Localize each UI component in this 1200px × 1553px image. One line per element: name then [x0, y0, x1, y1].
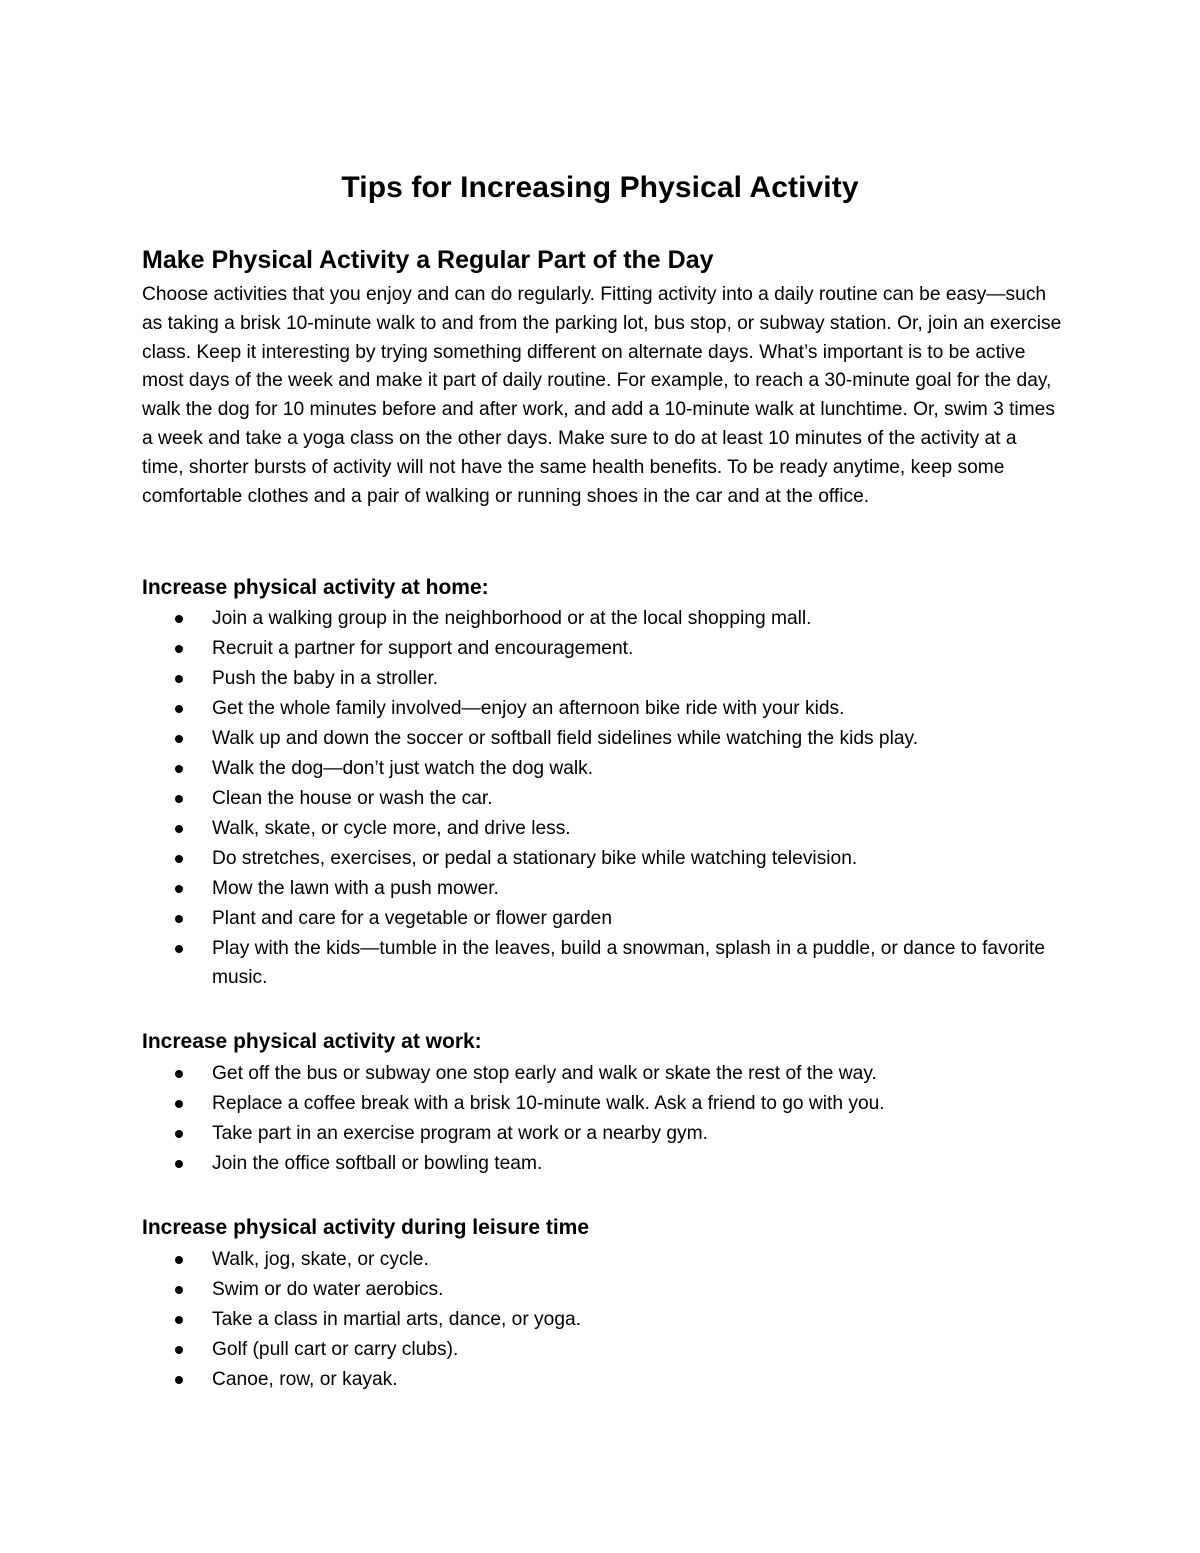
home-heading: Increase physical activity at home: — [142, 576, 489, 599]
leisure-heading: Increase physical activity during leisure time — [142, 1216, 590, 1239]
bullet-icon — [175, 735, 183, 743]
list-item: Golf (pull cart or carry clubs). — [142, 1335, 1062, 1365]
list-item: Join a walking group in the neighborhood or at the local shopping mall. — [142, 604, 1062, 634]
list-item: Get off the bus or subway one stop early and walk or skate the rest of the way. — [142, 1059, 1062, 1089]
bullet-icon — [175, 1376, 183, 1384]
bullet-icon — [175, 1160, 183, 1168]
list-item: Plant and care for a vegetable or flower garden — [142, 904, 1062, 934]
work-list — [142, 1059, 1062, 1179]
list-item: Play with the kids—tumble in the leaves, build a snowman, splash in a puddle, or dance to favorite music. — [142, 934, 1062, 992]
bullet-icon — [175, 855, 183, 863]
bullet-icon — [175, 1346, 183, 1354]
list-item: Take a class in martial arts, dance, or yoga. — [142, 1305, 1062, 1335]
section-heading: Make Physical Activity a Regular Part of the Day — [142, 246, 714, 274]
bullet-icon — [175, 885, 183, 893]
bullet-icon — [175, 675, 183, 683]
list-item: Replace a coffee break with a brisk 10-minute walk. Ask a friend to go with you. — [142, 1089, 1062, 1119]
bullet-icon — [175, 1316, 183, 1324]
bullet-icon — [175, 765, 183, 773]
list-item: Walk, jog, skate, or cycle. — [142, 1245, 1062, 1275]
list-item: Canoe, row, or kayak. — [142, 1365, 1062, 1395]
intro-paragraph: Choose activities that you enjoy and can do regularly. Fitting activity into a daily routine can be easy—such as taking a brisk 10-minute walk to and from the parking lot, bus stop, or subway station. Or, join an exercise class. Keep it interesting by trying something different on alternate days. What’s important is to be active most days of the week and make it part of daily routine. For example, to reach a 30-minute goal for the day, walk the dog for 10 minutes before and after work, and add a 10-minute walk at lunchtime. Or, swim 3 times a week and take a yoga class on the other days. Make sure to do at least 10 minutes of the activity at a time, shorter bursts of activity will not have the same health benefits. To be ready anytime, keep some comfortable clothes and a pair of walking or running shoes in the car and at the office. — [142, 284, 1062, 507]
bullet-icon — [175, 1256, 183, 1264]
list-item: Push the baby in a stroller. — [142, 664, 1062, 694]
bullet-icon — [175, 705, 183, 713]
document-title: Tips for Increasing Physical Activity — [341, 171, 859, 204]
leisure-list — [142, 1245, 1062, 1395]
bullet-icon — [175, 1130, 183, 1138]
home-list — [142, 604, 1062, 992]
list-item: Mow the lawn with a push mower. — [142, 874, 1062, 904]
bullet-icon — [175, 825, 183, 833]
list-item: Take part in an exercise program at work or a nearby gym. — [142, 1119, 1062, 1149]
list-item: Get the whole family involved—enjoy an afternoon bike ride with your kids. — [142, 694, 1062, 724]
list-item: Recruit a partner for support and encouragement. — [142, 634, 1062, 664]
bullet-icon — [175, 1070, 183, 1078]
bullet-icon — [175, 1286, 183, 1294]
bullet-icon — [175, 945, 183, 953]
list-item: Walk the dog—don’t just watch the dog walk. — [142, 754, 1062, 784]
list-item: Do stretches, exercises, or pedal a stationary bike while watching television. — [142, 844, 1062, 874]
list-item: Swim or do water aerobics. — [142, 1275, 1062, 1305]
list-item: Clean the house or wash the car. — [142, 784, 1062, 814]
bullet-icon — [175, 795, 183, 803]
bullet-icon — [175, 1100, 183, 1108]
bullet-icon — [175, 615, 183, 623]
list-item: Join the office softball or bowling team. — [142, 1149, 1062, 1179]
bullet-icon — [175, 645, 183, 653]
list-item: Walk up and down the soccer or softball field sidelines while watching the kids play. — [142, 724, 1062, 754]
work-heading: Increase physical activity at work: — [142, 1030, 482, 1053]
list-item: Walk, skate, or cycle more, and drive less. — [142, 814, 1062, 844]
bullet-icon — [175, 915, 183, 923]
